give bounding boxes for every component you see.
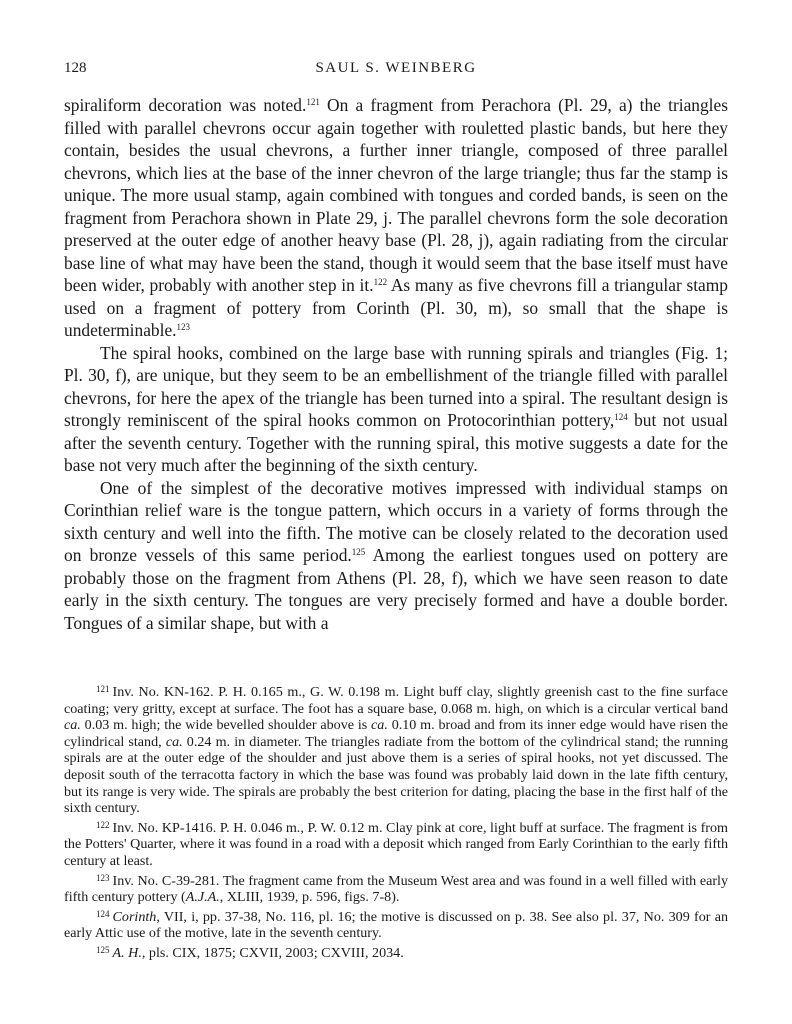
footnote-number: 125 xyxy=(96,944,110,955)
text-segment: As many as five chevrons fill a triangular stamp used on a fragment of pottery from Corinth (Pl. 30, m), so small that the shape is undeterminable. xyxy=(64,275,728,340)
italic-text: A.J.A. xyxy=(185,889,220,906)
text-segment: 0.10 m. broad and from its inner edge would have risen the cylindrical stand, xyxy=(64,717,728,750)
italic-text: ca. xyxy=(165,733,183,750)
text-segment: , pls. CIX, 1875; CXVII, 2003; CXVIII, 2034. xyxy=(141,944,404,961)
footnote-reference: 122 xyxy=(373,277,388,287)
footnote xyxy=(64,942,728,962)
text-segment: , VII, i, pp. 37-38, No. 116, pl. 16; the motive is discussed on p. 38. See also pl. 37, No. 309 for an early Attic use of the motive, late in the seventh century. xyxy=(64,908,728,942)
footnote-reference: 123 xyxy=(176,322,191,332)
italic-text: ca. xyxy=(371,717,388,734)
footnote-number: 124 xyxy=(96,908,110,919)
footnote-number: 123 xyxy=(96,872,110,883)
body-paragraph xyxy=(64,94,728,342)
footnotes xyxy=(64,681,728,962)
text-segment: but not usual after the seventh century. Together with the running spiral, this motive suggests a date for the base not very much after the beginning of the sixth century. xyxy=(64,410,728,475)
body-text xyxy=(64,94,728,634)
text-segment: One of the simplest of the decorative motives impressed with individual stamps on Corinthian relief ware is the tongue pattern, which occurs in a variety of forms through the sixth century and well into the fifth. The motive can be closely related to the decoration used on bronze vessels of this same period. xyxy=(64,477,728,565)
running-head: SAUL S. WEINBERG xyxy=(315,60,477,76)
footnote xyxy=(64,681,728,817)
text-segment: Among the earliest tongues used on pottery are probably those on the fragment from Athens (Pl. 28, f), which we have seen reason to date early in the sixth century. The tongues are very precisely formed and have a double border. Tongues of a similar shape, but with a xyxy=(64,545,728,633)
text-segment: spiraliform decoration was noted. xyxy=(64,95,307,115)
body-paragraph xyxy=(64,477,728,635)
text-segment: On a fragment from Perachora (Pl. 29, a) the triangles filled with parallel chevrons occur again together with rouletted plastic bands, but here they contain, besides the usual chevrons, a further inner triangle, composed of three parallel chevrons, which lies at the base of the inner chevron of the large triangle; thus far the stamp is unique. The more usual stamp, again combined with tongues and corded bands, is seen on the fragment from Perachora shown in Plate 29, j. The parallel chevrons form the sole decoration preserved at the outer edge of another heavy base (Pl. 28, j), again radiating from the circular base line of what may have been the stand, though it would seem that the base itself must have been wider, probably with another step in it. xyxy=(64,95,728,295)
footnote-reference: 124 xyxy=(614,412,628,422)
body-paragraph xyxy=(64,342,728,477)
footnote-number: 121 xyxy=(96,684,110,694)
italic-text: A. H. xyxy=(112,944,142,961)
page-header xyxy=(64,60,728,82)
italic-text: ca. xyxy=(64,717,81,734)
text-segment: Inv. No. C-39-281. The fragment came from the Museum West area and was found in a well filled with early fifth century pottery ( xyxy=(64,872,728,906)
text-segment: Inv. No. KN-162. P. H. 0.165 m., G. W. 0.198 m. Light buff clay, slightly greenish cast to the fine surface coating; very gritty, except at surface. The foot has a square base, 0.068 m. high, on which is a circular vertical band xyxy=(64,684,728,717)
footnote-reference: 121 xyxy=(306,97,320,107)
text-segment: Inv. No. KP-1416. P. H. 0.046 m., P. W. 0.12 m. Clay pink at core, light buff at surface. The fragment is from the Potters' Quarter, where it was found in a road with a deposit which ranged from Early Corinthian to the early fifth century at least. xyxy=(64,819,728,869)
text-segment: , XLIII, 1939, p. 596, figs. 7-8). xyxy=(219,889,400,906)
text-segment: 0.03 m. high; the wide bevelled shoulder above is xyxy=(80,717,372,734)
page-number: 128 xyxy=(64,60,87,76)
text-segment: 0.24 m. in diameter. The triangles radiate from the bottom of the cylindrical stand; the running spirals are at the outer edge of the shoulder and just above them is a series of spiral hooks, not yet discussed. The deposit south of the terracotta factory in which the base was found was probably laid down in the late fifth century, but its range is very wide. The spirals are probably the best criterion for dating, placing the base in the first half of the sixth century. xyxy=(64,733,728,817)
text-segment: The spiral hooks, combined on the large base with running spirals and triangles (Fig. 1; Pl. 30, f), are unique, but they seem to be an embellishment of the triangle filled with parallel chevrons, for here the apex of the triangle has been turned into a spiral. The resultant design is strongly reminiscent of the spiral hooks common on Protocorinthian pottery, xyxy=(64,342,728,430)
footnote xyxy=(64,817,728,870)
footnote xyxy=(64,906,728,942)
italic-text: Corinth xyxy=(112,908,157,925)
footnote-reference: 125 xyxy=(351,547,366,557)
footnote xyxy=(64,870,728,906)
footnote-number: 122 xyxy=(96,819,110,830)
